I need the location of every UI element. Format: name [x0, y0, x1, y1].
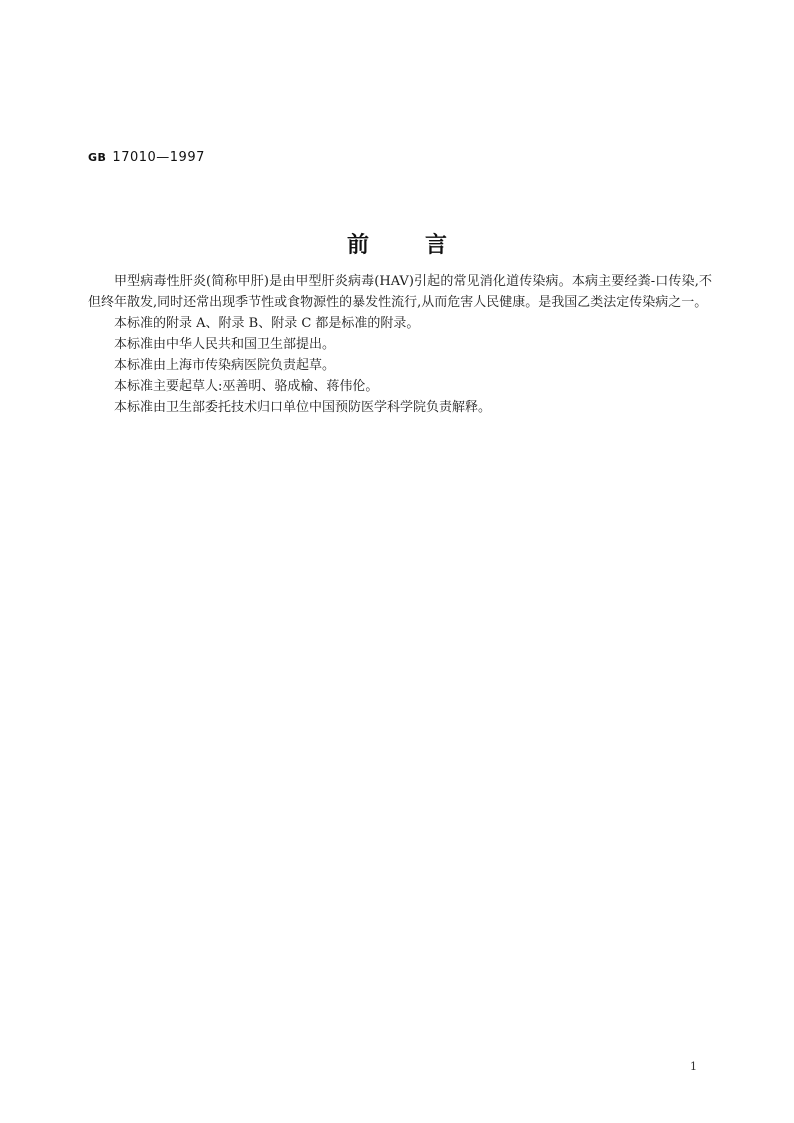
standard-code: 17010—1997 [112, 150, 205, 165]
paragraph: 本标准主要起草人:巫善明、骆成榆、蒋伟伦。 [114, 379, 379, 394]
foreword-body [88, 271, 712, 418]
standard-number [88, 150, 205, 165]
paragraph: 本标准的附录 A、附录 B、附录 C 都是标准的附录。 [114, 316, 420, 331]
page-number: 1 [690, 1060, 697, 1073]
standard-prefix: GB [88, 151, 107, 164]
paragraph: 本标准由卫生部委托技术归口单位中国预防医学科学院负责解释。 [114, 400, 492, 415]
paragraph: 本标准由中华人民共和国卫生部提出。 [114, 337, 336, 352]
paragraph: 甲型病毒性肝炎(简称甲肝)是由甲型肝炎病毒(HAV)引起的常见消化道传染病。本病主要经粪-口传染,不但终年散发,同时还常出现季节性或食物源性的暴发性流行,从而危害人民健康。是我国乙类法定传染病之一。 [88, 274, 712, 310]
paragraph: 本标准由上海市传染病医院负责起草。 [114, 358, 336, 373]
section-heading: 前言 [346, 233, 503, 258]
